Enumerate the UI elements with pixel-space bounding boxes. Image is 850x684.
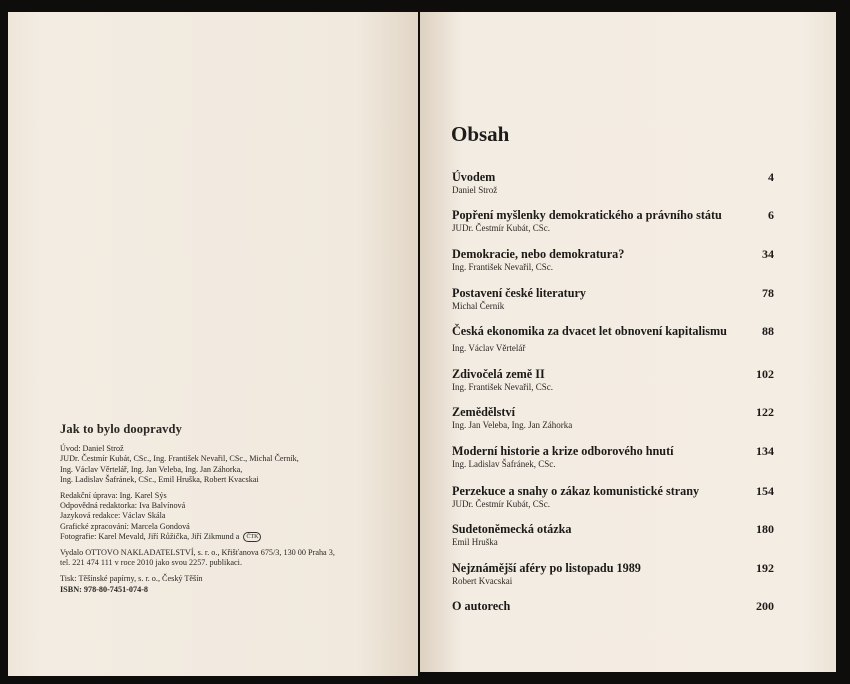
toc-entry-author: Emil Hruška [452,537,498,547]
toc-entry-title: O autorech [452,599,511,613]
toc-entry [452,561,774,587]
toc-entry-page: 102 [756,367,774,381]
toc-entry-title: Demokracie, nebo demokratura? [452,247,625,261]
toc-entry-title: Sudetoněmecká otázka [452,522,572,536]
toc-entry-page: 180 [756,522,774,536]
toc-entry [452,405,774,431]
toc-entry-author: Ing. Jan Veleba, Ing. Jan Záhorka [452,420,573,430]
toc-entry-page: 4 [768,170,774,184]
authors-line: Ing. Ladislav Šafránek, CSc., Emil Hruška, Robert Kvacskai [60,474,259,484]
toc-entry-title: Popření myšlenky demokratického a právního státu [452,208,722,222]
toc-entry-author: JUDr. Čestmír Kubát, CSc. [452,223,550,233]
toc-entry [452,444,774,470]
imprint-block [60,424,400,601]
toc-entry-page: 6 [768,208,774,222]
print-line: Tisk: Těšínské papírny, s. r. o., Český Těšín [60,574,203,584]
toc-entry-page: 134 [756,444,774,458]
publisher-block [60,548,400,568]
toc-heading: Obsah [451,122,510,146]
print-block [60,574,400,594]
toc-entry-title: Moderní historie a krize odborového hnutí [452,444,674,458]
toc-entry-title: Nejznámější aféry po listopadu 1989 [452,561,641,575]
toc-entry-page: 192 [756,561,774,575]
toc-entry-title: Úvodem [452,170,496,184]
editorial-line: Jazyková redakce: Václav Skála [60,511,166,521]
authors-line: Ing. Václav Věrtelář, Ing. Jan Veleba, Ing. Jan Záhorka, [60,464,243,474]
toc-entry-title: Postavení české literatury [452,286,587,300]
editorial-line: Odpovědná redaktorka: Iva Balvínová [60,501,186,511]
toc-entry [452,484,774,510]
authors-block [60,444,400,485]
toc-entry-title: Perzekuce a snahy o zákaz komunistické strany [452,484,700,498]
toc-entry-author: Daniel Strož [452,185,498,195]
editorial-line: Redakční úprava: Ing. Karel Sýs [60,491,167,501]
toc-entry-author: Ing. Václav Věrtelář [452,343,526,353]
editorial-line: Grafické zpracování: Marcela Gondová [60,521,190,531]
toc-entry-page: 154 [756,484,774,498]
toc-entry [452,324,774,354]
authors-line: JUDr. Čestmír Kubát, CSc., Ing. František Nevařil, CSc., Michal Černík, [60,454,299,464]
photo-credits: Fotografie: Karel Mevald, Jiří Růžička, Jiří Zikmund a [60,531,240,541]
toc-entry [452,247,774,273]
publisher-line: tel. 221 474 111 v roce 2010 jako svou 2257. publikaci. [60,558,242,568]
toc-entry [452,286,774,312]
editorial-line-photos [60,532,400,542]
toc-entry-author: Robert Kvacskai [452,576,513,586]
publisher-line: Vydalo OTTOVO NAKLADATELSTVÍ, s. r. o., Křišťanova 675/3, 130 00 Praha 3, [60,548,335,558]
toc-entry [452,599,774,614]
authors-line: Úvod: Daniel Strož [60,444,124,454]
toc-entry [452,170,774,196]
toc-entry-title: Zemědělství [452,405,515,419]
editorial-block [60,491,400,542]
toc-entry-page: 78 [762,286,774,300]
ctk-logo: ČTK [243,532,261,542]
toc-entry-page: 200 [756,599,774,613]
book-title: Jak to bylo doopravdy [60,422,182,436]
toc-entry-author: Ing. František Nevařil, CSc. [452,262,553,272]
isbn-line: ISBN: 978-80-7451-074-8 [60,584,149,594]
toc-entry-title: Zdivočelá země II [452,367,545,381]
toc-entry [452,367,774,393]
toc-entry-author: Ing. František Nevařil, CSc. [452,382,553,392]
toc-entry-author: Michal Černík [452,301,505,311]
toc-entry [452,208,774,234]
toc-entry-author: Ing. Ladislav Šafránek, CSc. [452,459,556,469]
toc-entry-page: 122 [756,405,774,419]
toc-entry-page: 88 [762,324,774,338]
toc-entry [452,522,774,548]
toc-entry-title: Česká ekonomika za dvacet let obnovení kapitalismu [452,324,727,338]
toc-entry-page: 34 [762,247,774,261]
toc-entry-author: JUDr. Čestmír Kubát, CSc. [452,499,550,509]
